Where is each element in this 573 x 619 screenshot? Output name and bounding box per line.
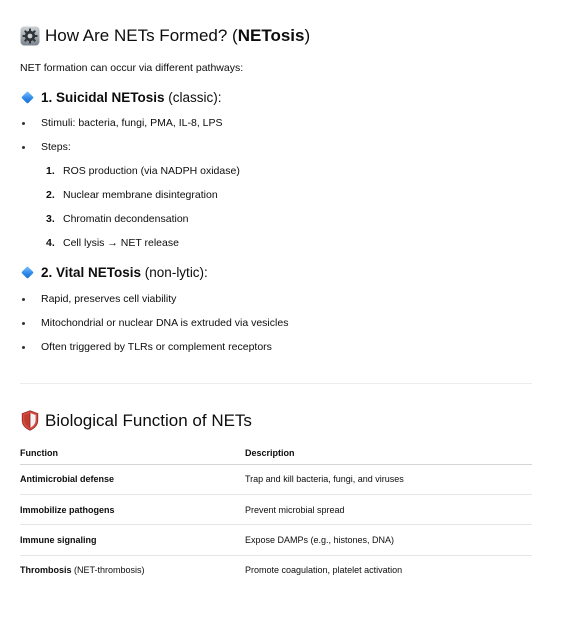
table-row-divider [20,524,532,525]
table-row-divider [20,494,532,495]
step-item: 1. ROS production (via NADPH oxidase) [46,165,240,177]
blue-diamond-icon [21,91,34,104]
step-item: 4. Cell lysis → NET release [46,237,179,249]
list-item: Rapid, preserves cell viability [41,293,177,305]
table-cell-description: Prevent microbial spread [245,505,345,515]
step-item: 2. Nuclear membrane disintegration [46,189,218,201]
table-header-divider [20,464,532,465]
list-item: Stimuli: bacteria, fungi, PMA, IL-8, LPS [41,117,223,129]
table-cell-function: Immobilize pathogens [20,505,115,515]
page-title: How Are NETs Formed? (NETosis) [45,26,311,45]
list-item: Often triggered by TLRs or complement receptors [41,341,272,353]
table-header-description: Description [245,448,295,458]
blue-diamond-icon [21,266,34,279]
list-item: Steps: [41,141,71,153]
section-divider [20,383,532,384]
table-cell-function: Antimicrobial defense [20,474,115,484]
table-cell-description: Trap and kill bacteria, fungi, and viruses [245,474,404,484]
table-cell-description: Promote coagulation, platelet activation [245,565,403,575]
table-cell-description: Expose DAMPs (e.g., histones, DNA) [245,535,395,545]
gear-icon [20,26,40,46]
list-item: Mitochondrial or nuclear DNA is extruded via vesicles [41,317,289,329]
section-title: Biological Function of NETs [45,411,252,430]
shield-icon [21,410,39,431]
step-item: 3. Chromatin decondensation [46,213,189,225]
intro-text: NET formation can occur via different pathways: [20,62,244,74]
table-cell-function: Thrombosis (NET-thrombosis) [20,565,145,575]
table-cell-function: Immune signaling [20,535,97,545]
table-row-divider [20,555,532,556]
table-header-function: Function [20,448,58,458]
